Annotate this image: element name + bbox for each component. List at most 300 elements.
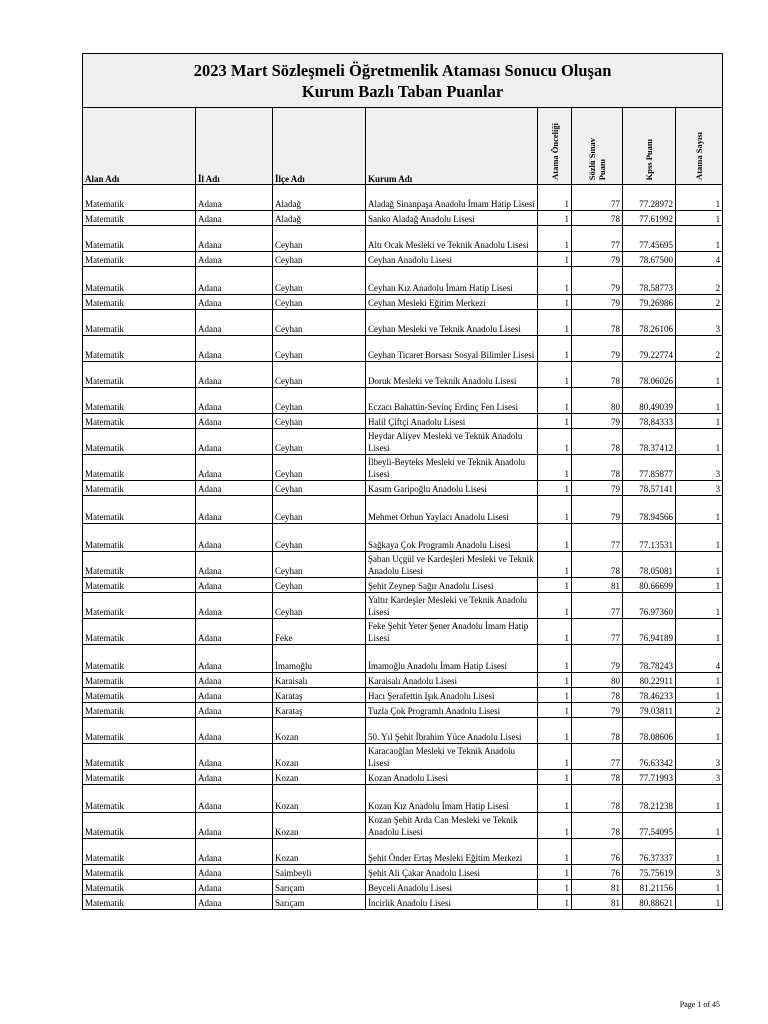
cell-il: Adana (196, 388, 273, 414)
header-sozlu (572, 108, 623, 185)
cell-alan: Matematik (83, 880, 196, 895)
cell-il: Adana (196, 336, 273, 362)
header-sozlu-line-1: Sözlü Sınav (587, 137, 597, 180)
table-row (83, 211, 723, 226)
title-line-2: Kurum Bazlı Taban Puanlar (301, 81, 504, 101)
cell-sayi: 4 (676, 252, 723, 267)
page-title (83, 54, 723, 108)
cell-sozlu: 79 (572, 481, 623, 496)
cell-oncelik: 1 (538, 295, 572, 310)
table-row (83, 414, 723, 429)
cell-sozlu: 79 (572, 703, 623, 718)
table-body (83, 185, 723, 910)
cell-kpss: 78.37412 (623, 429, 676, 455)
cell-kpss: 78.78243 (623, 645, 676, 673)
cell-il: Adana (196, 481, 273, 496)
cell-il: Adana (196, 414, 273, 429)
cell-alan: Matematik (83, 226, 196, 252)
header-ilce: İlçe Adı (273, 108, 366, 185)
cell-alan: Matematik (83, 645, 196, 673)
cell-il: Adana (196, 688, 273, 703)
cell-alan: Matematik (83, 336, 196, 362)
cell-kpss: 75.75619 (623, 865, 676, 880)
cell-ilce: Ceyhan (273, 388, 366, 414)
cell-kurum: İncirlik Anadolu Lisesi (366, 895, 538, 910)
cell-alan: Matematik (83, 481, 196, 496)
cell-ilce: Ceyhan (273, 362, 366, 388)
cell-oncelik: 1 (538, 496, 572, 524)
cell-sozlu: 77 (572, 744, 623, 770)
cell-sozlu: 81 (572, 880, 623, 895)
cell-oncelik: 1 (538, 226, 572, 252)
cell-oncelik: 1 (538, 336, 572, 362)
table-row (83, 895, 723, 910)
cell-kpss: 77.45695 (623, 226, 676, 252)
cell-sayi: 4 (676, 645, 723, 673)
cell-sayi: 3 (676, 455, 723, 481)
cell-il: Adana (196, 673, 273, 688)
cell-sayi: 1 (676, 688, 723, 703)
cell-kurum: Sağkaya Çok Programlı Anadolu Lisesi (366, 524, 538, 552)
cell-ilce: Ceyhan (273, 455, 366, 481)
cell-oncelik: 1 (538, 185, 572, 211)
table-row (83, 865, 723, 880)
cell-ilce: Ceyhan (273, 226, 366, 252)
cell-alan: Matematik (83, 496, 196, 524)
table-row (83, 552, 723, 578)
cell-kurum: Kozan Kız Anadolu İmam Hatip Lisesi (366, 785, 538, 813)
cell-il: Adana (196, 703, 273, 718)
cell-ilce: Ceyhan (273, 310, 366, 336)
cell-kurum: Kasım Garipoğlu Anadolu Lisesi (366, 481, 538, 496)
cell-ilce: Ceyhan (273, 552, 366, 578)
cell-kurum: Kozan Anadolu Lisesi (366, 770, 538, 785)
cell-alan: Matematik (83, 455, 196, 481)
cell-ilce: Kozan (273, 839, 366, 865)
cell-sayi: 1 (676, 429, 723, 455)
cell-sozlu: 80 (572, 388, 623, 414)
cell-alan: Matematik (83, 593, 196, 619)
cell-oncelik: 1 (538, 552, 572, 578)
table-row (83, 267, 723, 295)
cell-ilce: Kozan (273, 785, 366, 813)
cell-sozlu: 78 (572, 770, 623, 785)
cell-alan: Matematik (83, 839, 196, 865)
cell-kpss: 77.71993 (623, 770, 676, 785)
table-row (83, 688, 723, 703)
cell-ilce: Ceyhan (273, 252, 366, 267)
cell-il: Adana (196, 770, 273, 785)
cell-il: Adana (196, 578, 273, 593)
cell-il: Adana (196, 865, 273, 880)
cell-il: Adana (196, 211, 273, 226)
cell-alan: Matematik (83, 673, 196, 688)
cell-kpss: 78.05081 (623, 552, 676, 578)
cell-ilce: Ceyhan (273, 481, 366, 496)
cell-sozlu: 78 (572, 310, 623, 336)
cell-il: Adana (196, 267, 273, 295)
cell-oncelik: 1 (538, 252, 572, 267)
cell-oncelik: 1 (538, 813, 572, 839)
cell-oncelik: 1 (538, 785, 572, 813)
table-row (83, 744, 723, 770)
cell-kpss: 78.08606 (623, 718, 676, 744)
header-sozlu-line-2: Puanı (597, 158, 607, 180)
cell-sozlu: 76 (572, 839, 623, 865)
cell-sozlu: 79 (572, 252, 623, 267)
header-sayi (676, 108, 723, 185)
header-kurum: Kurum Adı (366, 108, 538, 185)
cell-sayi: 2 (676, 336, 723, 362)
cell-sozlu: 77 (572, 524, 623, 552)
cell-sozlu: 79 (572, 336, 623, 362)
cell-sayi: 3 (676, 865, 723, 880)
cell-sayi: 3 (676, 770, 723, 785)
cell-sozlu: 79 (572, 496, 623, 524)
cell-ilce: Kozan (273, 813, 366, 839)
cell-oncelik: 1 (538, 455, 572, 481)
cell-il: Adana (196, 813, 273, 839)
title-line-1: 2023 Mart Sözleşmeli Öğretmenlik Ataması Sonucu Oluşan (193, 60, 612, 80)
cell-kpss: 77.85877 (623, 455, 676, 481)
cell-kpss: 81.21156 (623, 880, 676, 895)
cell-kurum: Karacaoğlan Mesleki ve Teknik Anadolu Lisesi (366, 744, 538, 770)
cell-kpss: 79.03811 (623, 703, 676, 718)
cell-alan: Matematik (83, 295, 196, 310)
cell-oncelik: 1 (538, 895, 572, 910)
cell-sayi: 1 (676, 619, 723, 645)
table-row (83, 619, 723, 645)
cell-sozlu: 76 (572, 865, 623, 880)
header-kpss-text: Kpss Puanı (644, 138, 654, 180)
cell-sozlu: 81 (572, 895, 623, 910)
cell-kpss: 79.22774 (623, 336, 676, 362)
cell-kurum: Eczacı Bahattin-Sevinç Erdinç Fen Lisesi (366, 388, 538, 414)
cell-il: Adana (196, 552, 273, 578)
cell-il: Adana (196, 593, 273, 619)
cell-kurum: Tuzla Çok Programlı Anadolu Lisesi (366, 703, 538, 718)
table-row (83, 593, 723, 619)
cell-il: Adana (196, 718, 273, 744)
cell-kurum: Ceyhan Kız Anadolu İmam Hatip Lisesi (366, 267, 538, 295)
table-row (83, 880, 723, 895)
cell-kurum: Heydar Aliyev Mesleki ve Teknik Anadolu Lisesi (366, 429, 538, 455)
cell-kurum: Karaisalı Anadolu Lisesi (366, 673, 538, 688)
cell-ilce: Ceyhan (273, 429, 366, 455)
table-row (83, 455, 723, 481)
cell-ilce: Kozan (273, 744, 366, 770)
cell-ilce: Karaisalı (273, 673, 366, 688)
cell-il: Adana (196, 645, 273, 673)
header-oncelik-text: Atama Önceliği (549, 123, 560, 180)
cell-sayi: 1 (676, 785, 723, 813)
cell-ilce: Ceyhan (273, 336, 366, 362)
cell-alan: Matematik (83, 619, 196, 645)
cell-alan: Matematik (83, 744, 196, 770)
cell-il: Adana (196, 252, 273, 267)
table-row (83, 718, 723, 744)
cell-kurum: Doruk Mesleki ve Teknik Anadolu Lisesi (366, 362, 538, 388)
cell-sayi: 1 (676, 813, 723, 839)
results-table (82, 53, 723, 910)
cell-il: Adana (196, 310, 273, 336)
cell-alan: Matematik (83, 310, 196, 336)
cell-ilce: Ceyhan (273, 578, 366, 593)
cell-alan: Matematik (83, 388, 196, 414)
table-row (83, 645, 723, 673)
cell-oncelik: 1 (538, 481, 572, 496)
cell-alan: Matematik (83, 813, 196, 839)
cell-il: Adana (196, 226, 273, 252)
cell-il: Adana (196, 429, 273, 455)
cell-kpss: 76.63342 (623, 744, 676, 770)
table-row (83, 362, 723, 388)
cell-oncelik: 1 (538, 310, 572, 336)
cell-kpss: 78.06026 (623, 362, 676, 388)
cell-oncelik: 1 (538, 703, 572, 718)
cell-kurum: Yaltır Kardeşler Mesleki ve Teknik Anadolu Lisesi (366, 593, 538, 619)
cell-sayi: 1 (676, 414, 723, 429)
cell-kpss: 80.66699 (623, 578, 676, 593)
cell-kurum: Hacı Şerafettin Işık Anadolu Lisesi (366, 688, 538, 703)
cell-sozlu: 78 (572, 688, 623, 703)
cell-il: Adana (196, 524, 273, 552)
cell-alan: Matematik (83, 362, 196, 388)
cell-sayi: 1 (676, 388, 723, 414)
header-sozlu-text (587, 138, 607, 180)
cell-ilce: Karataş (273, 688, 366, 703)
cell-ilce: Kozan (273, 718, 366, 744)
cell-kurum: Şehit Ali Çakar Anadolu Lisesi (366, 865, 538, 880)
cell-oncelik: 1 (538, 211, 572, 226)
table-row (83, 481, 723, 496)
cell-kpss: 78.94566 (623, 496, 676, 524)
cell-sozlu: 81 (572, 578, 623, 593)
cell-sozlu: 77 (572, 619, 623, 645)
cell-kpss: 80.49039 (623, 388, 676, 414)
table-row (83, 226, 723, 252)
cell-kurum: Şaban Uçgül ve Kardeşleri Mesleki ve Teknik Anadolu Lisesi (366, 552, 538, 578)
cell-oncelik: 1 (538, 619, 572, 645)
cell-oncelik: 1 (538, 744, 572, 770)
table-row (83, 524, 723, 552)
cell-kpss: 80.88621 (623, 895, 676, 910)
cell-ilce: Ceyhan (273, 593, 366, 619)
cell-kurum: Ceyhan Ticaret Borsası Sosyal Bilimler Lisesi (366, 336, 538, 362)
cell-oncelik: 1 (538, 267, 572, 295)
table-row (83, 785, 723, 813)
cell-sayi: 3 (676, 744, 723, 770)
header-sayi-text: Atama Sayısı (694, 132, 705, 180)
cell-il: Adana (196, 619, 273, 645)
cell-kurum: Şehit Önder Ertaş Mesleki Eğitim Merkezi (366, 839, 538, 865)
cell-kpss: 80.22911 (623, 673, 676, 688)
header-oncelik (538, 108, 572, 185)
cell-oncelik: 1 (538, 388, 572, 414)
cell-sozlu: 78 (572, 813, 623, 839)
table-row (83, 185, 723, 211)
cell-kpss: 78.58773 (623, 267, 676, 295)
cell-kpss: 76.94189 (623, 619, 676, 645)
cell-oncelik: 1 (538, 718, 572, 744)
cell-kurum: İmamoğlu Anadolu İmam Hatip Lisesi (366, 645, 538, 673)
cell-sayi: 1 (676, 718, 723, 744)
cell-kurum: Aladağ Sinanpaşa Anadolu İmam Hatip Lisesi (366, 185, 538, 211)
cell-ilce: Karataş (273, 703, 366, 718)
cell-sayi: 1 (676, 552, 723, 578)
cell-kpss: 78.57141 (623, 481, 676, 496)
cell-il: Adana (196, 839, 273, 865)
cell-kurum: Ceyhan Anadolu Lisesi (366, 252, 538, 267)
cell-kurum: Altı Ocak Mesleki ve Teknik Anadolu Lisesi (366, 226, 538, 252)
cell-ilce: Ceyhan (273, 295, 366, 310)
cell-kurum: Şehit Zeynep Sağır Anadolu Lisesi (366, 578, 538, 593)
cell-kurum: Ceyhan Mesleki ve Teknik Anadolu Lisesi (366, 310, 538, 336)
cell-alan: Matematik (83, 252, 196, 267)
cell-sozlu: 78 (572, 362, 623, 388)
cell-kurum: Beyceli Anadolu Lisesi (366, 880, 538, 895)
cell-alan: Matematik (83, 211, 196, 226)
cell-kpss: 78.67500 (623, 252, 676, 267)
table-row (83, 839, 723, 865)
cell-sozlu: 78 (572, 429, 623, 455)
column-header-row (83, 108, 723, 185)
cell-ilce: Ceyhan (273, 524, 366, 552)
cell-il: Adana (196, 362, 273, 388)
cell-oncelik: 1 (538, 524, 572, 552)
cell-sozlu: 78 (572, 785, 623, 813)
cell-alan: Matematik (83, 703, 196, 718)
cell-oncelik: 1 (538, 645, 572, 673)
cell-kurum: İlbeyli-Beyteks Mesleki ve Teknik Anadolu Lisesi (366, 455, 538, 481)
cell-kurum: Ceyhan Mesleki Eğitim Merkezi (366, 295, 538, 310)
cell-alan: Matematik (83, 524, 196, 552)
cell-sayi: 1 (676, 839, 723, 865)
cell-alan: Matematik (83, 552, 196, 578)
cell-alan: Matematik (83, 185, 196, 211)
cell-sozlu: 78 (572, 552, 623, 578)
cell-kurum: Sanko Aladağ Anadolu Lisesi (366, 211, 538, 226)
cell-oncelik: 1 (538, 839, 572, 865)
cell-sayi: 1 (676, 593, 723, 619)
table-row (83, 310, 723, 336)
cell-kpss: 77.28972 (623, 185, 676, 211)
cell-sozlu: 77 (572, 593, 623, 619)
cell-kpss: 77.61992 (623, 211, 676, 226)
cell-kpss: 76.97360 (623, 593, 676, 619)
cell-oncelik: 1 (538, 880, 572, 895)
cell-ilce: Sarıçam (273, 895, 366, 910)
cell-oncelik: 1 (538, 362, 572, 388)
cell-ilce: İmamoğlu (273, 645, 366, 673)
cell-sayi: 2 (676, 295, 723, 310)
header-alan: Alan Adı (83, 108, 196, 185)
cell-ilce: Ceyhan (273, 414, 366, 429)
table-row (83, 336, 723, 362)
table-row (83, 673, 723, 688)
cell-kpss: 79.26986 (623, 295, 676, 310)
cell-sozlu: 78 (572, 718, 623, 744)
cell-il: Adana (196, 455, 273, 481)
cell-kurum: Feke Şehit Yeter Şener Anadolu İmam Hatip Lisesi (366, 619, 538, 645)
cell-sayi: 1 (676, 578, 723, 593)
cell-sayi: 1 (676, 895, 723, 910)
cell-sayi: 1 (676, 362, 723, 388)
cell-alan: Matematik (83, 865, 196, 880)
cell-kpss: 78.84333 (623, 414, 676, 429)
cell-kpss: 77.13531 (623, 524, 676, 552)
table-row (83, 429, 723, 455)
cell-ilce: Feke (273, 619, 366, 645)
cell-sozlu: 77 (572, 185, 623, 211)
cell-kpss: 78.46233 (623, 688, 676, 703)
cell-ilce: Kozan (273, 770, 366, 785)
table-row (83, 813, 723, 839)
cell-ilce: Sarıçam (273, 880, 366, 895)
cell-sozlu: 80 (572, 673, 623, 688)
cell-il: Adana (196, 295, 273, 310)
cell-kpss: 77.54095 (623, 813, 676, 839)
cell-sayi: 1 (676, 496, 723, 524)
cell-oncelik: 1 (538, 593, 572, 619)
cell-sayi: 1 (676, 880, 723, 895)
cell-alan: Matematik (83, 688, 196, 703)
cell-il: Adana (196, 880, 273, 895)
table-row (83, 252, 723, 267)
cell-alan: Matematik (83, 785, 196, 813)
cell-oncelik: 1 (538, 414, 572, 429)
cell-sozlu: 79 (572, 295, 623, 310)
cell-sayi: 1 (676, 185, 723, 211)
cell-ilce: Ceyhan (273, 267, 366, 295)
cell-sayi: 1 (676, 524, 723, 552)
cell-sozlu: 78 (572, 211, 623, 226)
cell-sayi: 2 (676, 267, 723, 295)
cell-sayi: 2 (676, 703, 723, 718)
cell-kurum: Kozan Şehit Arda Can Mesleki ve Teknik Anadolu Lisesi (366, 813, 538, 839)
cell-alan: Matematik (83, 429, 196, 455)
header-kpss (623, 108, 676, 185)
cell-alan: Matematik (83, 770, 196, 785)
header-il: İl Adı (196, 108, 273, 185)
cell-oncelik: 1 (538, 673, 572, 688)
table-row (83, 578, 723, 593)
cell-sozlu: 77 (572, 226, 623, 252)
cell-sayi: 3 (676, 481, 723, 496)
table-row (83, 770, 723, 785)
cell-il: Adana (196, 895, 273, 910)
cell-sayi: 1 (676, 211, 723, 226)
cell-ilce: Aladağ (273, 185, 366, 211)
cell-il: Adana (196, 785, 273, 813)
cell-oncelik: 1 (538, 770, 572, 785)
table-row (83, 295, 723, 310)
cell-il: Adana (196, 744, 273, 770)
cell-sayi: 1 (676, 226, 723, 252)
cell-kpss: 78.26106 (623, 310, 676, 336)
cell-alan: Matematik (83, 267, 196, 295)
cell-alan: Matematik (83, 718, 196, 744)
cell-sayi: 3 (676, 310, 723, 336)
cell-il: Adana (196, 496, 273, 524)
cell-sayi: 1 (676, 673, 723, 688)
cell-sozlu: 79 (572, 414, 623, 429)
cell-kurum: Mehmet Orhun Yaylacı Anadolu Lisesi (366, 496, 538, 524)
cell-ilce: Ceyhan (273, 496, 366, 524)
cell-alan: Matematik (83, 414, 196, 429)
cell-ilce: Saimbeyli (273, 865, 366, 880)
cell-kpss: 78.21238 (623, 785, 676, 813)
